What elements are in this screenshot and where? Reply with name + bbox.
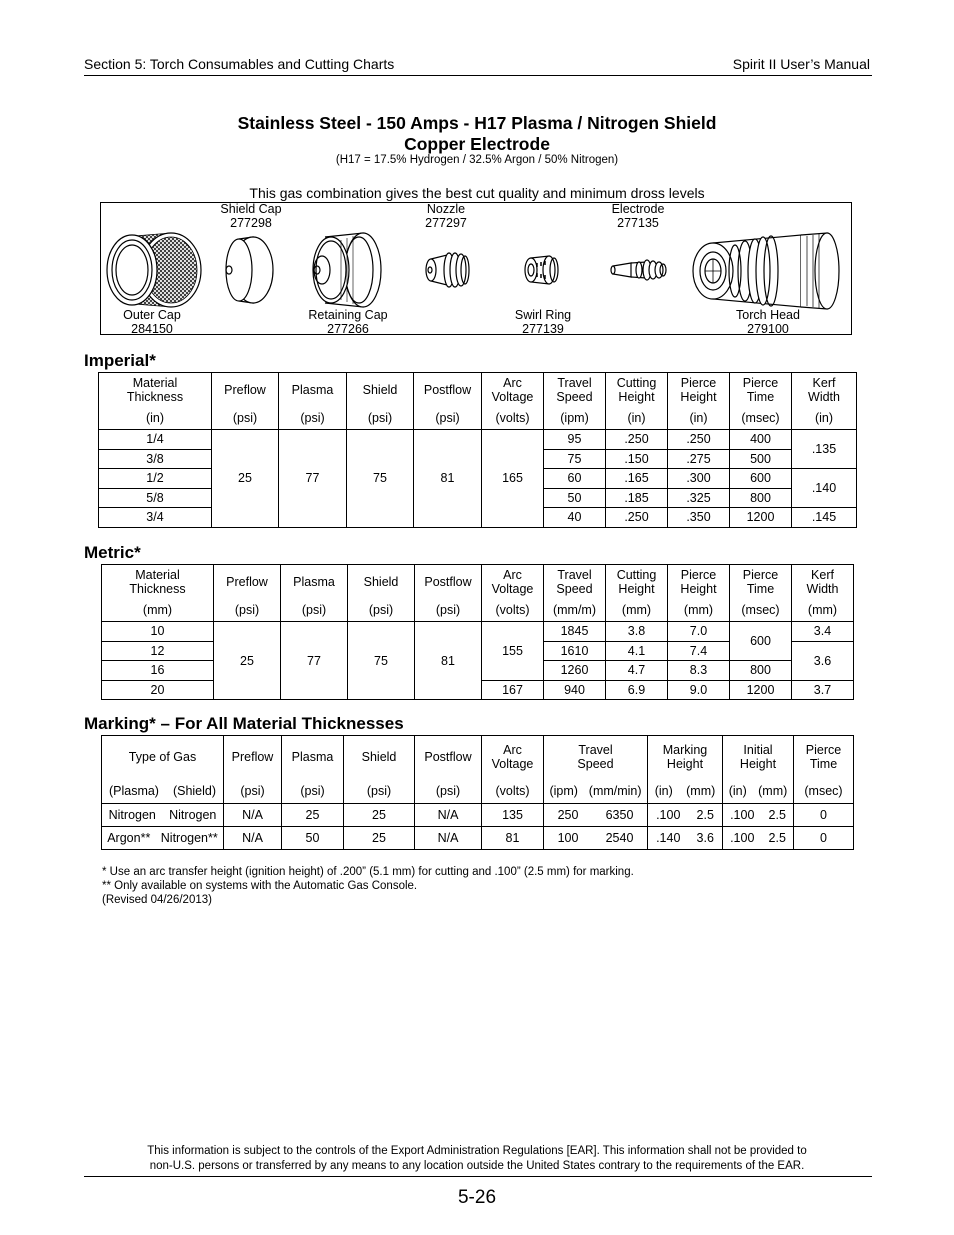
travel-cell: [544, 827, 648, 850]
thickness-cell: 3/8: [99, 449, 212, 469]
pierce-height-cell: .350: [668, 508, 730, 528]
arc-voltage-cell: 135: [482, 804, 544, 827]
initial-height-in: .100: [730, 808, 755, 822]
col-header-pierce-time: Pierce Time: [730, 565, 792, 599]
retaining-cap-icon: [313, 233, 381, 307]
pierce-time-cell: 1200: [730, 508, 792, 528]
unit-cell: (in): [99, 407, 212, 430]
imperial-table: [98, 372, 857, 528]
footnote-arc-height: * Use an arc transfer height (ignition height) of .200” (5.1 mm) for cutting and .100” (2.5 mm) for marking.: [102, 866, 634, 878]
col-header-travel-speed: Travel Speed: [544, 565, 606, 599]
marking-table: [101, 735, 854, 850]
unit-mm-min: (mm/min): [588, 783, 642, 798]
unit-cell: (psi): [348, 599, 415, 622]
travel-cell: 60: [544, 469, 606, 489]
part-label-retaining-cap: Retaining Cap 277266: [308, 308, 388, 336]
col-header-marking-height: Marking Height: [648, 736, 723, 779]
arc-voltage-cell: 81: [482, 827, 544, 850]
unit-cell: (mm): [606, 599, 668, 622]
travel-ipm: 250: [557, 808, 579, 822]
unit-cell: (in): [792, 407, 857, 430]
unit-cell: (psi): [415, 779, 482, 804]
unit-cell: (mm): [668, 599, 730, 622]
col-header-travel-speed: Travel Speed: [544, 736, 648, 779]
col-header-thickness: Material Thickness: [99, 373, 212, 407]
unit-cell: (mm/m): [544, 599, 606, 622]
pierce-time-cell: 400: [730, 430, 792, 450]
marking-header-row: [102, 736, 854, 779]
travel-mm-min: 2540: [605, 831, 634, 845]
marking-units-row: [102, 779, 854, 804]
travel-cell: 40: [544, 508, 606, 528]
col-header-preflow: Preflow: [214, 565, 281, 599]
marking-height-mm: 2.5: [696, 808, 714, 822]
marking-height-mm: 3.6: [696, 831, 714, 845]
gas-shield: Nitrogen**: [160, 831, 218, 845]
col-header-plasma: Plasma: [282, 736, 344, 779]
unit-gas-shield: (Shield): [172, 783, 217, 798]
metric-table: [101, 564, 854, 700]
page-title: Stainless Steel - 150 Amps - H17 Plasma / Nitrogen Shield: [237, 113, 717, 133]
col-header-preflow: Preflow: [224, 736, 282, 779]
unit-cell: [723, 779, 794, 804]
unit-cell: (psi): [279, 407, 347, 430]
pierce-time-cell: 600: [730, 469, 792, 489]
col-header-postflow: Postflow: [415, 565, 482, 599]
unit-cell: (msec): [794, 779, 854, 804]
pierce-height-cell: .325: [668, 488, 730, 508]
ear-notice-line1: This information is subject to the controls of the Export Administration Regulations [EAR]. This information shall not be provided to: [147, 1145, 807, 1157]
travel-cell: 50: [544, 488, 606, 508]
cut-height-cell: .250: [606, 430, 668, 450]
unit-cell: (in): [606, 407, 668, 430]
unit-cell: (ipm): [544, 407, 606, 430]
unit-cell: (mm): [102, 599, 214, 622]
cut-height-cell: .165: [606, 469, 668, 489]
pierce-height-cell: 7.4: [668, 641, 730, 661]
header-rule: [84, 75, 872, 76]
kerf-cell: .135: [792, 430, 857, 469]
gas-plasma: Argon**: [107, 831, 151, 845]
initial-height-cell: [723, 827, 794, 850]
preflow-cell: 25: [212, 430, 279, 528]
pierce-height-cell: 9.0: [668, 680, 730, 700]
kerf-cell: 3.4: [792, 622, 854, 642]
arc-voltage-cell: 155: [482, 622, 544, 681]
unit-cell: (psi): [414, 407, 482, 430]
kerf-cell: .145: [792, 508, 857, 528]
unit-cell: (psi): [214, 599, 281, 622]
cut-height-cell: 4.1: [606, 641, 668, 661]
cut-height-cell: 6.9: [606, 680, 668, 700]
unit-cell: (psi): [344, 779, 415, 804]
travel-cell: 75: [544, 449, 606, 469]
col-header-shield: Shield: [348, 565, 415, 599]
marking-height-cell: [648, 827, 723, 850]
travel-cell: 1845: [544, 622, 606, 642]
marking-height-in: .140: [656, 831, 681, 845]
postflow-cell: N/A: [415, 827, 482, 850]
thickness-cell: 1/4: [99, 430, 212, 450]
travel-cell: 1610: [544, 641, 606, 661]
part-label-electrode: Electrode 277135: [611, 202, 665, 230]
travel-mm-min: 6350: [605, 808, 634, 822]
unit-cell: (psi): [282, 779, 344, 804]
unit-cell: [102, 779, 224, 804]
unit-cell: (psi): [212, 407, 279, 430]
col-header-pierce-height: Pierce Height: [668, 373, 730, 407]
pierce-height-cell: .250: [668, 430, 730, 450]
gas-cell: [102, 827, 224, 850]
page-title-electrode: Copper Electrode: [404, 134, 550, 154]
ear-notice-line2: non-U.S. persons or transferred by any means to any location outside the United States contrary to the requirements of the EAR.: [149, 1160, 805, 1172]
postflow-cell: 81: [414, 430, 482, 528]
col-header-shield: Shield: [344, 736, 415, 779]
cut-height-cell: 3.8: [606, 622, 668, 642]
cut-height-cell: 4.7: [606, 661, 668, 681]
travel-cell: 1260: [544, 661, 606, 681]
shield-cell: 25: [344, 827, 415, 850]
col-header-postflow: Postflow: [415, 736, 482, 779]
thickness-cell: 5/8: [99, 488, 212, 508]
shield-cell: 25: [344, 804, 415, 827]
manual-title: Spirit II User’s Manual: [732, 56, 870, 72]
unit-ipm: (ipm): [549, 783, 578, 798]
cut-height-cell: .250: [606, 508, 668, 528]
col-header-plasma: Plasma: [281, 565, 348, 599]
pierce-time-cell: 1200: [730, 680, 792, 700]
postflow-cell: 81: [415, 622, 482, 700]
col-header-gas-type: Type of Gas: [102, 736, 224, 779]
shield-cap-icon: [226, 237, 273, 303]
col-header-arc-voltage: Arc Voltage: [482, 565, 544, 599]
gas-cell: [102, 804, 224, 827]
initial-height-in: .100: [730, 831, 755, 845]
kerf-cell: 3.7: [792, 680, 854, 700]
marking-height-in: .100: [656, 808, 681, 822]
metric-header-row: [102, 565, 854, 599]
outer-cap-icon: [107, 233, 201, 307]
table-row: [102, 622, 854, 642]
initial-height-mm: 2.5: [768, 831, 786, 845]
torch-head-icon: [693, 233, 839, 309]
footnote-gas-console: ** Only available on systems with the Automatic Gas Console.: [102, 880, 418, 892]
table-row: [102, 827, 854, 850]
marking-title: Marking* – For All Material Thicknesses: [84, 714, 404, 733]
initial-height-mm: 2.5: [768, 808, 786, 822]
unit-cell: (mm): [792, 599, 854, 622]
preflow-cell: 25: [214, 622, 281, 700]
unit-cell: (psi): [415, 599, 482, 622]
pierce-time-cell: 0: [794, 804, 854, 827]
unit-cell: [648, 779, 723, 804]
plasma-cell: 25: [282, 804, 344, 827]
col-header-travel-speed: Travel Speed: [544, 373, 606, 407]
shield-cell: 75: [348, 622, 415, 700]
unit-cell: (psi): [281, 599, 348, 622]
metric-title: Metric*: [84, 543, 141, 562]
travel-cell: 940: [544, 680, 606, 700]
part-label-torch-head: Torch Head 279100: [736, 308, 800, 336]
part-label-nozzle: Nozzle 277297: [425, 202, 467, 230]
unit-cell: (msec): [730, 407, 792, 430]
kerf-cell: 3.6: [792, 641, 854, 680]
pierce-time-cell: 0: [794, 827, 854, 850]
unit-cell: (psi): [347, 407, 414, 430]
gas-plasma: Nitrogen: [108, 808, 156, 822]
unit-cell: (psi): [224, 779, 282, 804]
page-number: 5-26: [457, 1187, 497, 1208]
col-header-pierce-time: Pierce Time: [730, 373, 792, 407]
gas-shield: Nitrogen: [169, 808, 217, 822]
preflow-cell: N/A: [224, 804, 282, 827]
marking-height-cell: [648, 804, 723, 827]
col-header-pierce-height: Pierce Height: [668, 565, 730, 599]
thickness-cell: 3/4: [99, 508, 212, 528]
plasma-cell: 50: [282, 827, 344, 850]
arc-voltage-cell: 167: [482, 680, 544, 700]
pierce-height-cell: .275: [668, 449, 730, 469]
col-header-thickness: Material Thickness: [102, 565, 214, 599]
unit-mm: (mm): [758, 783, 788, 798]
col-header-arc-voltage: Arc Voltage: [482, 736, 544, 779]
cut-height-cell: .185: [606, 488, 668, 508]
unit-in: (in): [728, 783, 747, 798]
arc-voltage-cell: 165: [482, 430, 544, 528]
col-header-kerf-width: Kerf Width: [792, 373, 857, 407]
col-header-preflow: Preflow: [212, 373, 279, 407]
plasma-cell: 77: [279, 430, 347, 528]
gas-subtitle: (H17 = 17.5% Hydrogen / 32.5% Argon / 50% Nitrogen): [335, 154, 619, 166]
gas-note: This gas combination gives the best cut quality and minimum dross levels: [249, 185, 705, 201]
thickness-cell: 10: [102, 622, 214, 642]
unit-cell: (msec): [730, 599, 792, 622]
unit-cell: (volts): [482, 779, 544, 804]
kerf-cell: .140: [792, 469, 857, 508]
col-header-arc-voltage: Arc Voltage: [482, 373, 544, 407]
swirl-ring-icon: [525, 256, 558, 284]
footer-rule: [84, 1176, 872, 1177]
pierce-time-cell: 800: [730, 661, 792, 681]
travel-cell: [544, 804, 648, 827]
initial-height-cell: [723, 804, 794, 827]
thickness-cell: 12: [102, 641, 214, 661]
unit-cell: [544, 779, 648, 804]
part-label-shield-cap: Shield Cap 277298: [220, 202, 282, 230]
unit-cell: (volts): [482, 407, 544, 430]
pierce-time-cell: 500: [730, 449, 792, 469]
cut-height-cell: .150: [606, 449, 668, 469]
shield-cell: 75: [347, 430, 414, 528]
table-row: [102, 804, 854, 827]
travel-ipm: 100: [557, 831, 579, 845]
table-row: [99, 430, 857, 450]
part-label-outer-cap: Outer Cap 284150: [123, 308, 181, 336]
col-header-kerf-width: Kerf Width: [792, 565, 854, 599]
pierce-height-cell: 8.3: [668, 661, 730, 681]
consumables-drawing: [101, 203, 851, 334]
col-header-initial-height: Initial Height: [723, 736, 794, 779]
thickness-cell: 20: [102, 680, 214, 700]
metric-units-row: [102, 599, 854, 622]
plasma-cell: 77: [281, 622, 348, 700]
section-header: Section 5: Torch Consumables and Cutting Charts: [84, 56, 395, 72]
imperial-header-row: [99, 373, 857, 407]
unit-mm: (mm): [686, 783, 716, 798]
pierce-height-cell: .300: [668, 469, 730, 489]
col-header-shield: Shield: [347, 373, 414, 407]
imperial-units-row: [99, 407, 857, 430]
col-header-postflow: Postflow: [414, 373, 482, 407]
pierce-time-cell: 800: [730, 488, 792, 508]
nozzle-icon: [426, 253, 469, 287]
col-header-plasma: Plasma: [279, 373, 347, 407]
pierce-height-cell: 7.0: [668, 622, 730, 642]
unit-gas-plasma: (Plasma): [108, 783, 159, 798]
unit-in: (in): [654, 783, 673, 798]
revision-date: (Revised 04/26/2013): [102, 894, 212, 906]
electrode-icon: [611, 260, 666, 280]
thickness-cell: 16: [102, 661, 214, 681]
col-header-pierce-time: Pierce Time: [794, 736, 854, 779]
part-label-swirl-ring: Swirl Ring 277139: [514, 308, 572, 336]
unit-cell: (in): [668, 407, 730, 430]
col-header-cutting-height: Cutting Height: [606, 373, 668, 407]
preflow-cell: N/A: [224, 827, 282, 850]
unit-cell: (volts): [482, 599, 544, 622]
pierce-time-cell: 600: [730, 622, 792, 661]
travel-cell: 95: [544, 430, 606, 450]
col-header-cutting-height: Cutting Height: [606, 565, 668, 599]
imperial-title: Imperial*: [84, 351, 156, 370]
postflow-cell: N/A: [415, 804, 482, 827]
thickness-cell: 1/2: [99, 469, 212, 489]
